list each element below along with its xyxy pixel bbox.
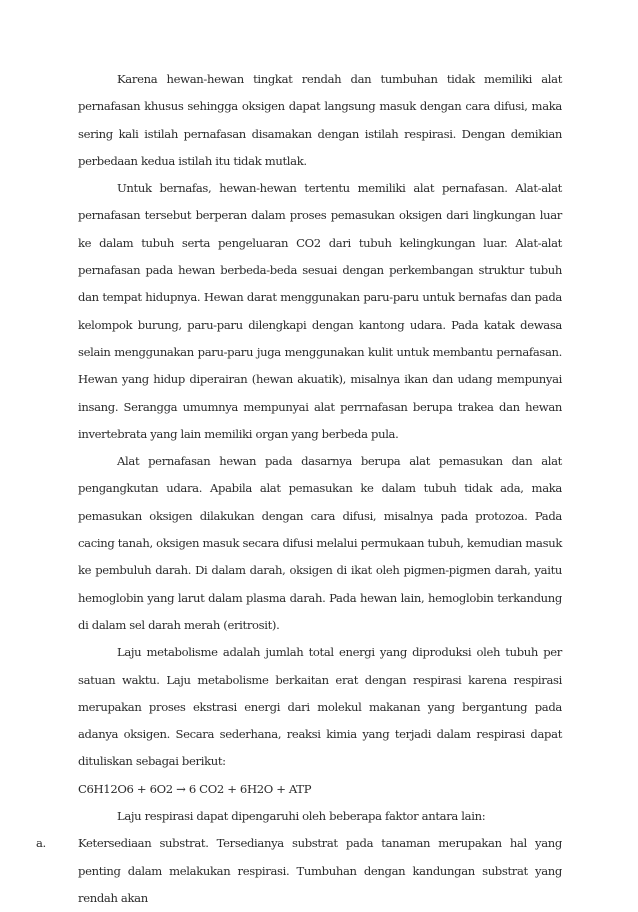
list-item-text: Ketersediaan substrat. Tersedianya substrat pada tanaman merupakan hal yang penting dalam melakukan respirasi. Tumbuhan dengan kandungan substrat yang rendah akan bbox=[78, 836, 562, 905]
list-marker: a. bbox=[36, 836, 46, 851]
paragraph-laju-metabolisme: Laju metabolisme adalah jumlah total energi yang diproduksi oleh tubuh per satuan waktu. Laju metabolisme berkaitan erat dengan respirasi karena respirasi merupakan proses ekstrasi energi dari molekul makanan yang bergantung pada adanya oksigen. Secara sederhana, reaksi kimia yang terjadi dalam respirasi dapat dituliskan sebagai berikut: bbox=[78, 645, 562, 769]
paragraph-respirasi-definition: Karena hewan-hewan tingkat rendah dan tumbuhan tidak memiliki alat pernafasan khusus sehingga oksigen dapat langsung masuk dengan cara difusi, maka sering kali istilah pernafasan disamakan dengan istilah respirasi. Dengan demikian perbedaan kedua istilah itu tidak mutlak. bbox=[78, 72, 562, 168]
document-body bbox=[36, 66, 562, 912]
paragraph-alat-pernafasan: Untuk bernafas, hewan-hewan tertentu memiliki alat pernafasan. Alat-alat pernafasan tersebut berperan dalam proses pemasukan oksigen dari lingkungan luar ke dalam tubuh serta pengeluaran CO2 dari tubuh kelingkungan luar. Alat-alat pernafasan pada hewan berbeda-beda sesuai dengan perkembangan struktur tubuh dan tempat hidupnya. Hewan darat menggunakan paru-paru untuk bernafas dan pada kelompok burung, paru-paru dilengkapi dengan kantong udara. Pada katak dewasa selain menggunakan paru-paru juga menggunakan kulit untuk membantu pernafasan. Hewan yang hidup diperairan (hewan akuatik), misalnya ikan dan udang mempunyai insang. Serangga umumnya mempunyai alat perrnafasan berupa trakea dan hewan invertebrata yang lain memiliki organ yang berbeda pula. bbox=[78, 181, 562, 441]
paragraph-faktor-intro: Laju respirasi dapat dipengaruhi oleh beberapa faktor antara lain: bbox=[117, 809, 486, 824]
chemical-formula: C6H12O6 + 6O2 → 6 CO2 + 6H2O + ATP bbox=[78, 781, 312, 796]
paragraph-pemasukan-oksigen: Alat pernafasan hewan pada dasarnya berupa alat pemasukan dan alat pengangkutan udara. Apabila alat pemasukan ke dalam tubuh tidak ada, maka pemasukan oksigen dilakukan dengan cara difusi, misalnya pada protozoa. Pada cacing tanah, oksigen masuk secara difusi melalui permukaan tubuh, kemudian masuk ke pembuluh darah. Di dalam darah, oksigen di ikat oleh pigmen-pigmen darah, yaitu hemoglobin yang larut dalam plasma darah. Pada hewan lain, hemoglobin terkandung di dalam sel darah merah (eritrosit). bbox=[78, 454, 562, 632]
list-item bbox=[36, 830, 562, 912]
